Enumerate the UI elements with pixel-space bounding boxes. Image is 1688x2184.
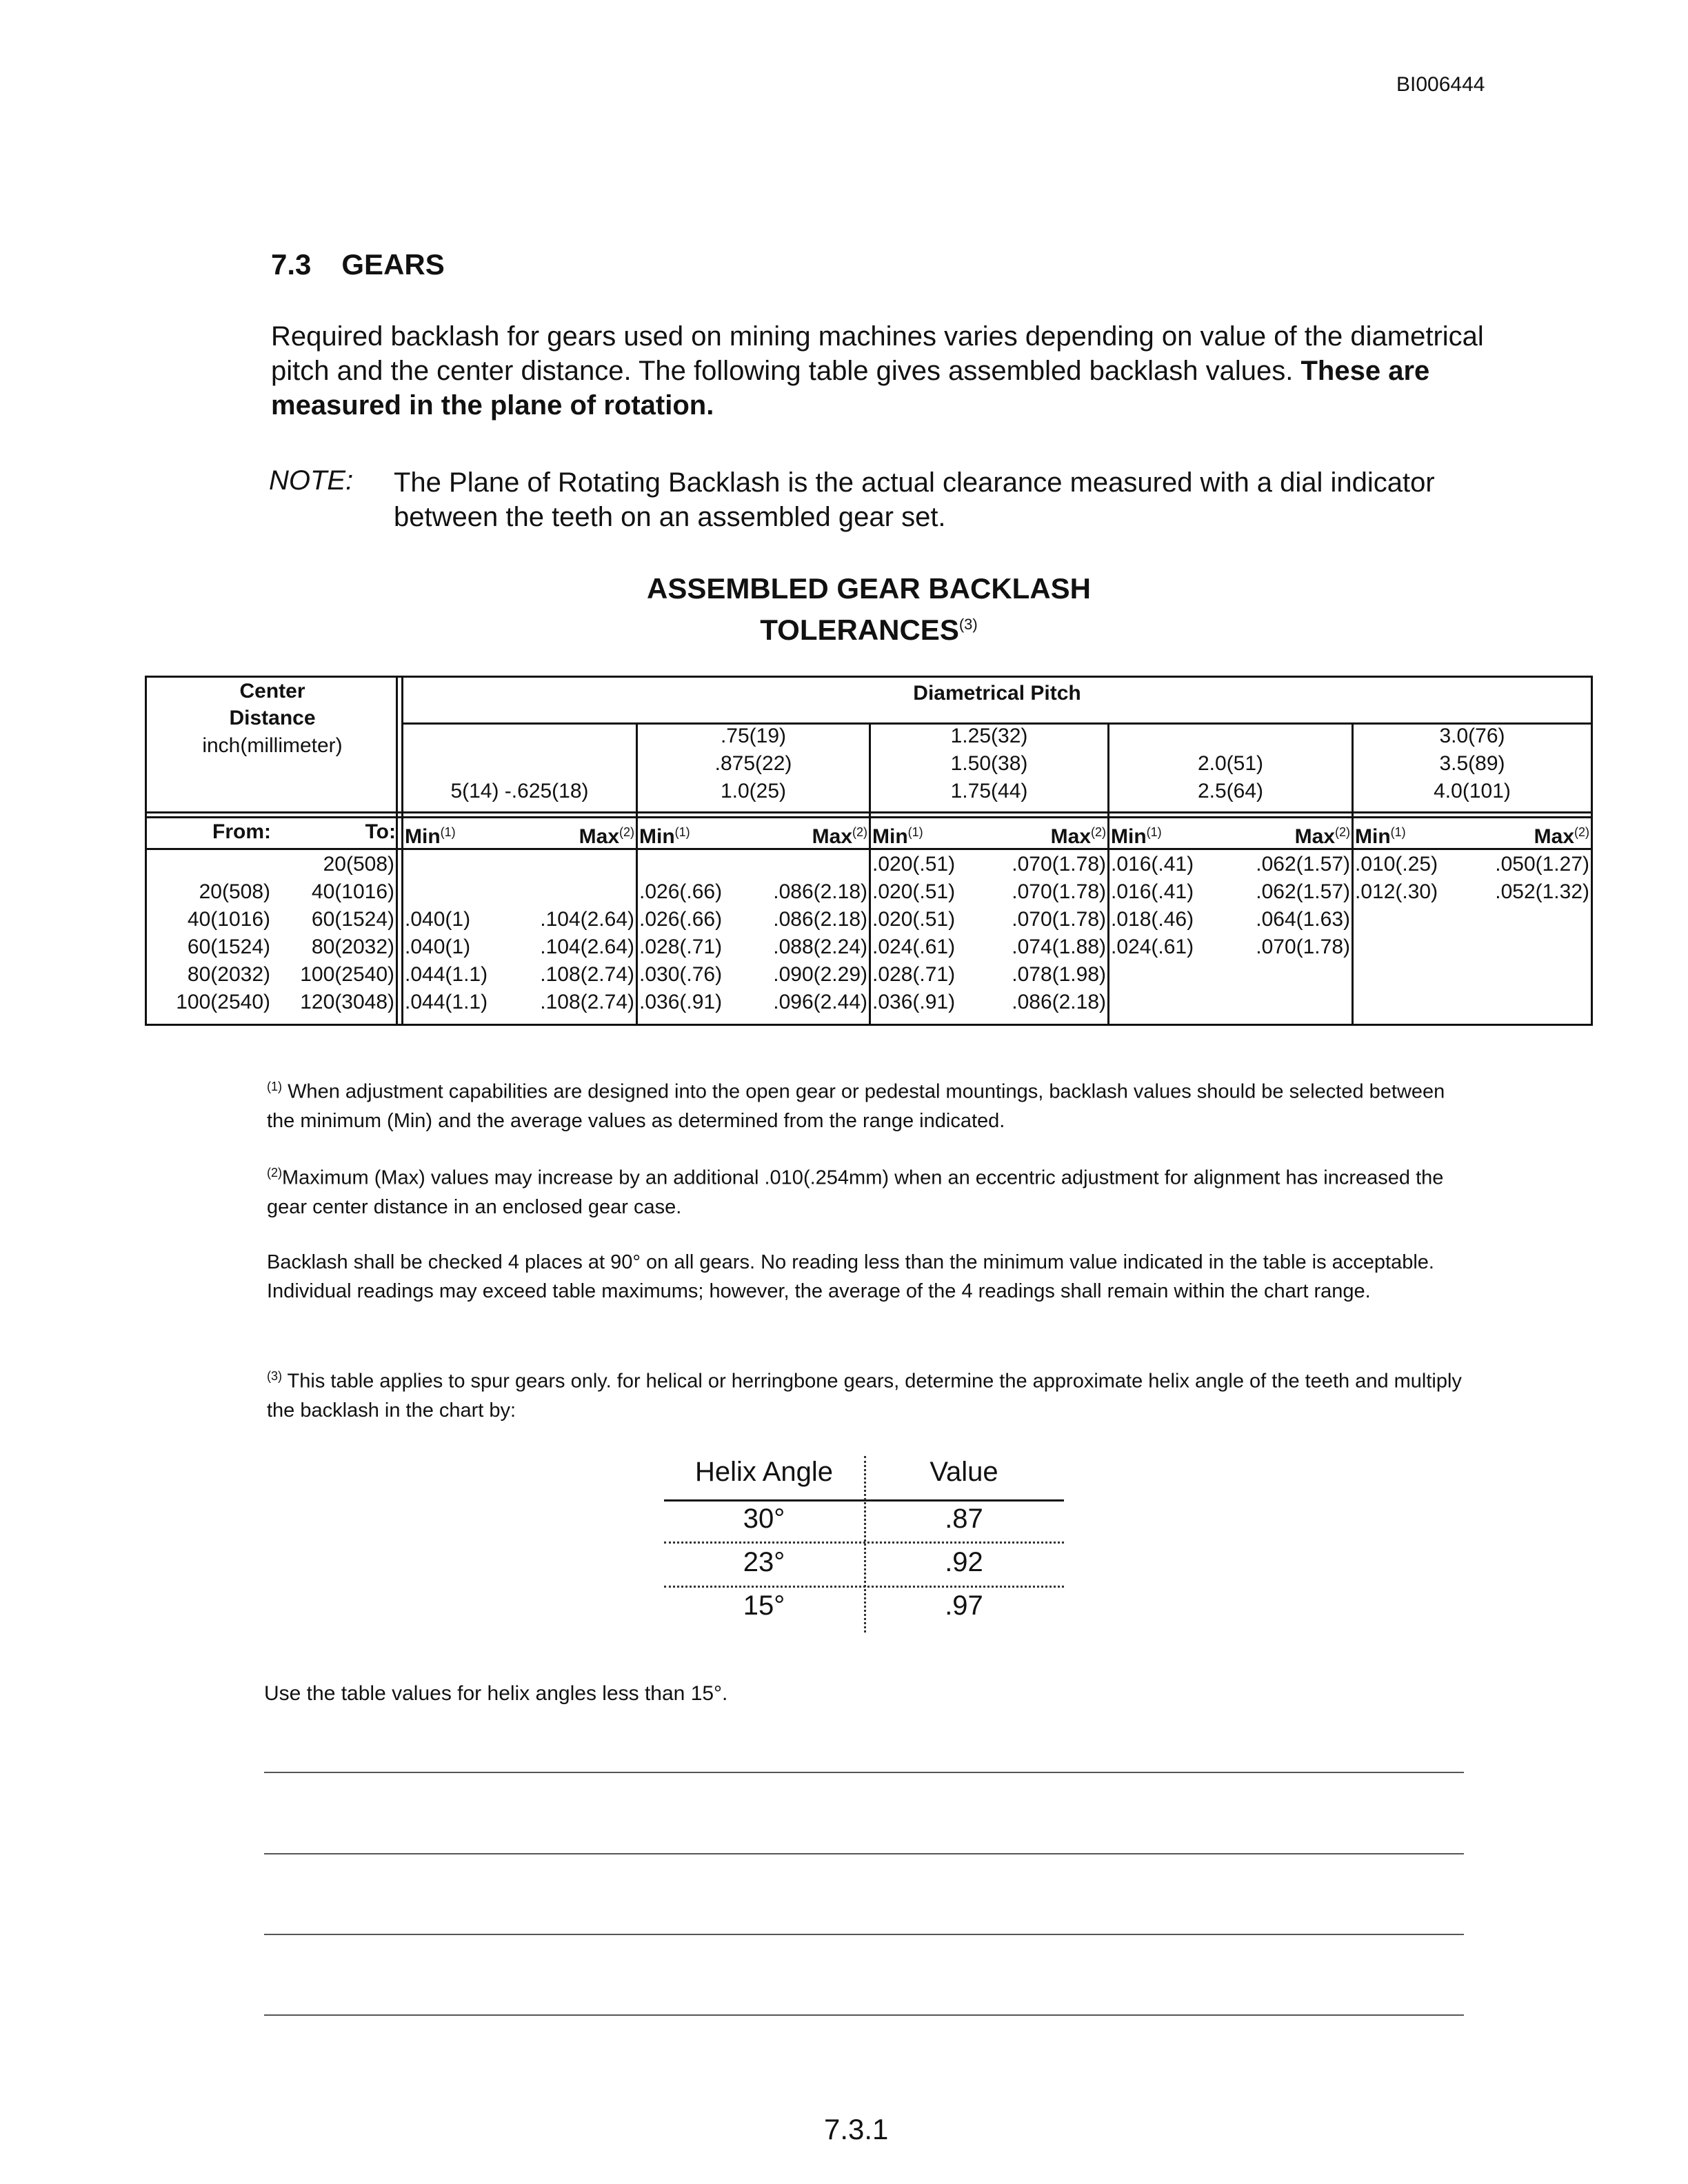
- max-value-cell: .078(1.98): [1012, 963, 1106, 986]
- row-to: 60(1524): [311, 908, 394, 931]
- row-from: 40(1016): [187, 908, 270, 931]
- pitch-group-2-line1: .75(19): [720, 725, 787, 747]
- max-value-cell: .064(1.63): [1256, 908, 1350, 931]
- max-value-cell: .074(1.88): [1012, 936, 1106, 958]
- footnote-3: [267, 1362, 1467, 1425]
- intro-paragraph: [271, 319, 1488, 423]
- center-header-line1: Center: [239, 680, 305, 702]
- table-title-line1: ASSEMBLED GEAR BACKLASH: [646, 572, 1092, 605]
- min-value-cell: .028(.71): [639, 936, 723, 958]
- helix-row-value: .87: [945, 1504, 983, 1534]
- pitch-group-5-line1: 3.0(76): [1439, 725, 1505, 747]
- pitch-group-5-line3: 4.0(101): [1434, 780, 1511, 802]
- min-value-cell: .024(.61): [1111, 936, 1194, 958]
- backlash-check-note: [267, 1248, 1467, 1306]
- from-header: From:: [212, 820, 271, 843]
- table-title-footnote-ref: (3): [958, 616, 978, 633]
- max-value-cell: .086(2.18): [773, 908, 867, 931]
- footnote-3-marker: (3): [267, 1369, 282, 1383]
- pitch-group-3-line2: 1.50(38): [950, 752, 1028, 775]
- min-value-cell: .024(.61): [872, 936, 956, 958]
- pitch-group-1: 5(14) -.625(18): [450, 780, 589, 802]
- row-to: 120(3048): [300, 991, 394, 1013]
- footnote-2: [267, 1158, 1467, 1222]
- min-header: Min$^{(1)}$: [405, 825, 456, 848]
- min-value-cell: .016(.41): [1111, 880, 1194, 903]
- min-value-cell: .026(.66): [639, 908, 723, 931]
- max-value-cell: .050(1.27): [1495, 853, 1589, 876]
- max-value-cell: .086(2.18): [1012, 991, 1106, 1013]
- max-header: Max$^{(2)}$: [1050, 825, 1106, 848]
- pitch-group-4-line1: 2.0(51): [1197, 752, 1264, 775]
- min-value-cell: .044(1.1): [405, 991, 488, 1013]
- blank-rule: [264, 1772, 1464, 1773]
- row-from: 60(1524): [187, 936, 270, 958]
- max-value-cell: .104(2.64): [540, 936, 634, 958]
- pitch-group-3-line1: 1.25(32): [950, 725, 1028, 747]
- max-header: Max$^{(2)}$: [579, 825, 634, 848]
- min-value-cell: .036(.91): [639, 991, 723, 1013]
- pitch-group-2-line2: .875(22): [714, 752, 792, 775]
- row-to: 100(2540): [300, 963, 394, 986]
- helix-row-angle: 30°: [743, 1504, 785, 1534]
- footnote-2-text: Maximum (Max) values may increase by an additional .010(.254mm) when an eccentric adjustment for alignment has increased the gear center distance in an enclosed gear case.: [267, 1166, 1444, 1218]
- note-text: The Plane of Rotating Backlash is the actual clearance measured with a dial indicator between the teeth on an assembled gear set.: [394, 467, 1435, 532]
- section-heading: [271, 248, 445, 281]
- backlash-table: [145, 676, 1593, 1026]
- backlash-check-text: Backlash shall be checked 4 places at 90° on all gears. No reading less than the minimum value indicated in the table is acceptable. Individual readings may exceed table maximums; however, the average of the 4 readings shall remain within the chart range.: [267, 1251, 1434, 1302]
- max-value-cell: .070(1.78): [1256, 936, 1350, 958]
- max-value-cell: .090(2.29): [773, 963, 867, 986]
- min-value-cell: .020(.51): [872, 853, 956, 876]
- pitch-group-5-line2: 3.5(89): [1439, 752, 1505, 775]
- helix-angle-table: [664, 1453, 1064, 1632]
- footnote-3-text: This table applies to spur gears only. for helical or herringbone gears, determine the approximate helix angle of the teeth and multiply the backlash in the chart by:: [267, 1370, 1462, 1422]
- helix-header-value: Value: [930, 1457, 998, 1487]
- center-header-line2: Distance: [229, 707, 316, 729]
- pitch-group-2-line3: 1.0(25): [720, 780, 787, 802]
- min-value-cell: .044(1.1): [405, 963, 488, 986]
- min-header: Min$^{(1)}$: [639, 825, 690, 848]
- min-value-cell: .020(.51): [872, 908, 956, 931]
- max-header: Max$^{(2)}$: [812, 825, 867, 848]
- helix-row-angle: 15°: [743, 1590, 785, 1621]
- footnote-1-marker: (1): [267, 1080, 282, 1093]
- document-id: BI006444: [1396, 73, 1485, 96]
- max-value-cell: .108(2.74): [540, 963, 634, 986]
- max-value-cell: .086(2.18): [773, 880, 867, 903]
- blank-rule: [264, 2014, 1464, 2016]
- min-header: Min$^{(1)}$: [872, 825, 923, 848]
- footnote-1-text: When adjustment capabilities are designed into the open gear or pedestal mountings, backlash values should be selected between the minimum (Min) and the average values as determined from the range indicated.: [267, 1080, 1445, 1132]
- max-value-cell: .070(1.78): [1012, 880, 1106, 903]
- row-to: 40(1016): [311, 880, 394, 903]
- max-value-cell: .052(1.32): [1495, 880, 1589, 903]
- max-value-cell: .088(2.24): [773, 936, 867, 958]
- helix-row-value: .92: [945, 1547, 983, 1577]
- footnote-1: [267, 1072, 1467, 1135]
- blank-rule: [264, 1853, 1464, 1854]
- note-label: NOTE:: [269, 465, 354, 496]
- helix-header-angle: Helix Angle: [694, 1457, 834, 1487]
- row-from: 80(2032): [187, 963, 270, 986]
- max-value-cell: .096(2.44): [773, 991, 867, 1013]
- helix-usage-note: Use the table values for helix angles less than 15°.: [264, 1682, 728, 1705]
- footnote-2-marker: (2): [267, 1166, 282, 1180]
- table-title: [593, 571, 1145, 648]
- max-header: Max$^{(2)}$: [1534, 825, 1589, 848]
- center-header-line3: inch(millimeter): [202, 734, 343, 757]
- max-value-cell: .062(1.57): [1256, 853, 1350, 876]
- max-value-cell: .108(2.74): [540, 991, 634, 1013]
- min-value-cell: .040(1): [405, 936, 471, 958]
- max-value-cell: .070(1.78): [1012, 908, 1106, 931]
- table-title-line2: TOLERANCES: [760, 614, 959, 646]
- intro-text: Required backlash for gears used on mining machines varies depending on value of the diametrical pitch and the center distance. The following table gives assembled backlash values.: [271, 321, 1484, 386]
- min-value-cell: .026(.66): [639, 880, 723, 903]
- section-title: GEARS: [341, 248, 445, 281]
- page-number: 7.3.1: [824, 2113, 889, 2145]
- row-to: 20(508): [323, 853, 394, 876]
- row-to: 80(2032): [311, 936, 394, 958]
- min-value-cell: .028(.71): [872, 963, 956, 986]
- min-value-cell: .012(.30): [1355, 880, 1438, 903]
- min-value-cell: .016(.41): [1111, 853, 1194, 876]
- min-value-cell: .036(.91): [872, 991, 956, 1013]
- min-value-cell: .040(1): [405, 908, 471, 931]
- intro-bold-text: These are measured in the plane of rotation.: [271, 356, 1430, 421]
- pitch-group-4-line2: 2.5(64): [1197, 780, 1264, 802]
- to-header: To:: [365, 820, 396, 843]
- min-value-cell: .018(.46): [1111, 908, 1194, 931]
- max-value-cell: .062(1.57): [1256, 880, 1350, 903]
- min-value-cell: .030(.76): [639, 963, 723, 986]
- max-value-cell: .104(2.64): [540, 908, 634, 931]
- row-from: 20(508): [199, 880, 270, 903]
- diametrical-pitch-header: Diametrical Pitch: [913, 682, 1081, 705]
- row-from: 100(2540): [176, 991, 270, 1013]
- min-header: Min$^{(1)}$: [1355, 825, 1406, 848]
- helix-row-angle: 23°: [743, 1547, 785, 1577]
- section-number: 7.3: [271, 248, 312, 281]
- min-value-cell: .010(.25): [1355, 853, 1438, 876]
- max-value-cell: .070(1.78): [1012, 853, 1106, 876]
- min-value-cell: .020(.51): [872, 880, 956, 903]
- pitch-group-3-line3: 1.75(44): [950, 780, 1028, 802]
- min-header: Min$^{(1)}$: [1111, 825, 1162, 848]
- blank-rule: [264, 1934, 1464, 1935]
- max-header: Max$^{(2)}$: [1294, 825, 1350, 848]
- helix-row-value: .97: [945, 1590, 983, 1621]
